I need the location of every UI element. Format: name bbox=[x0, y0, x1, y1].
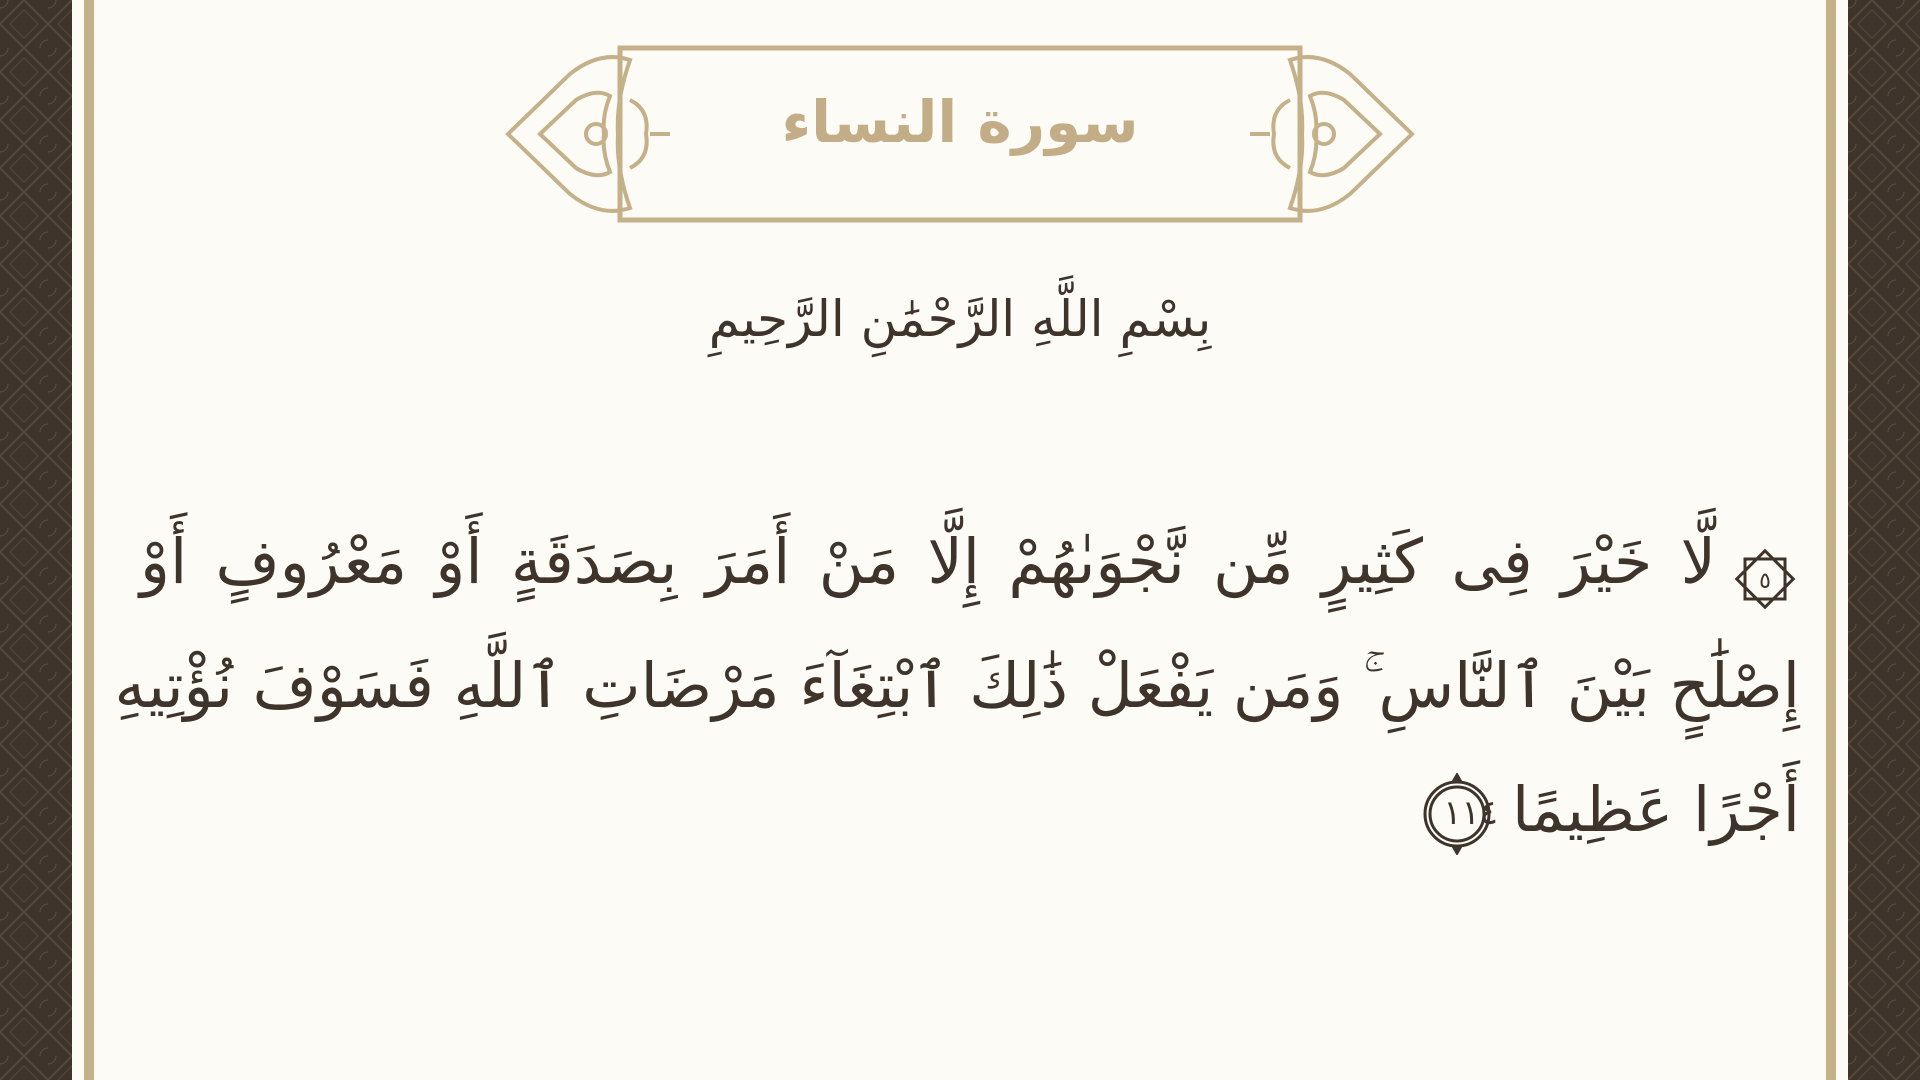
svg-text:٥: ٥ bbox=[1759, 568, 1771, 594]
surah-title-cartouche bbox=[500, 40, 1420, 230]
verse-line-3-text: أَجْرًا عَظِيمًا bbox=[1512, 773, 1800, 846]
surah-title: سورة النساء bbox=[781, 88, 1139, 156]
verse-line-1-text: لَّا خَيْرَ فِى كَثِيرٍ مِّن نَّجْوَىٰهُمْ إِلَّا مَنْ أَمَرَ بِصَدَقَةٍ أَوْ مَعْرُوفٍ أَوْ bbox=[140, 525, 1716, 598]
verse-line-3 bbox=[140, 748, 1800, 872]
ayah-number: ١١٤ bbox=[1443, 792, 1498, 833]
verse-line-1 bbox=[140, 500, 1800, 624]
verse-line-2: إِصْلَٰحٍ بَيْنَ ٱلنَّاسِ ۚ وَمَن يَفْعَلْ ذَٰلِكَ ٱبْتِغَآءَ مَرْضَاتِ ٱللَّهِ فَسَوْفَ نُؤْتِيهِ bbox=[114, 649, 1800, 722]
basmala: بِسْمِ اللَّهِ الرَّحْمَٰنِ الرَّحِيمِ bbox=[708, 290, 1212, 348]
left-gold-rule bbox=[84, 0, 94, 1080]
right-gold-rule bbox=[1826, 0, 1836, 1080]
verse-text-block bbox=[114, 500, 1800, 872]
rub-el-hizb-icon bbox=[1730, 531, 1800, 601]
ayah-number-marker bbox=[1416, 773, 1498, 855]
right-ornamental-border bbox=[1848, 0, 1920, 1080]
left-ornamental-border bbox=[0, 0, 72, 1080]
